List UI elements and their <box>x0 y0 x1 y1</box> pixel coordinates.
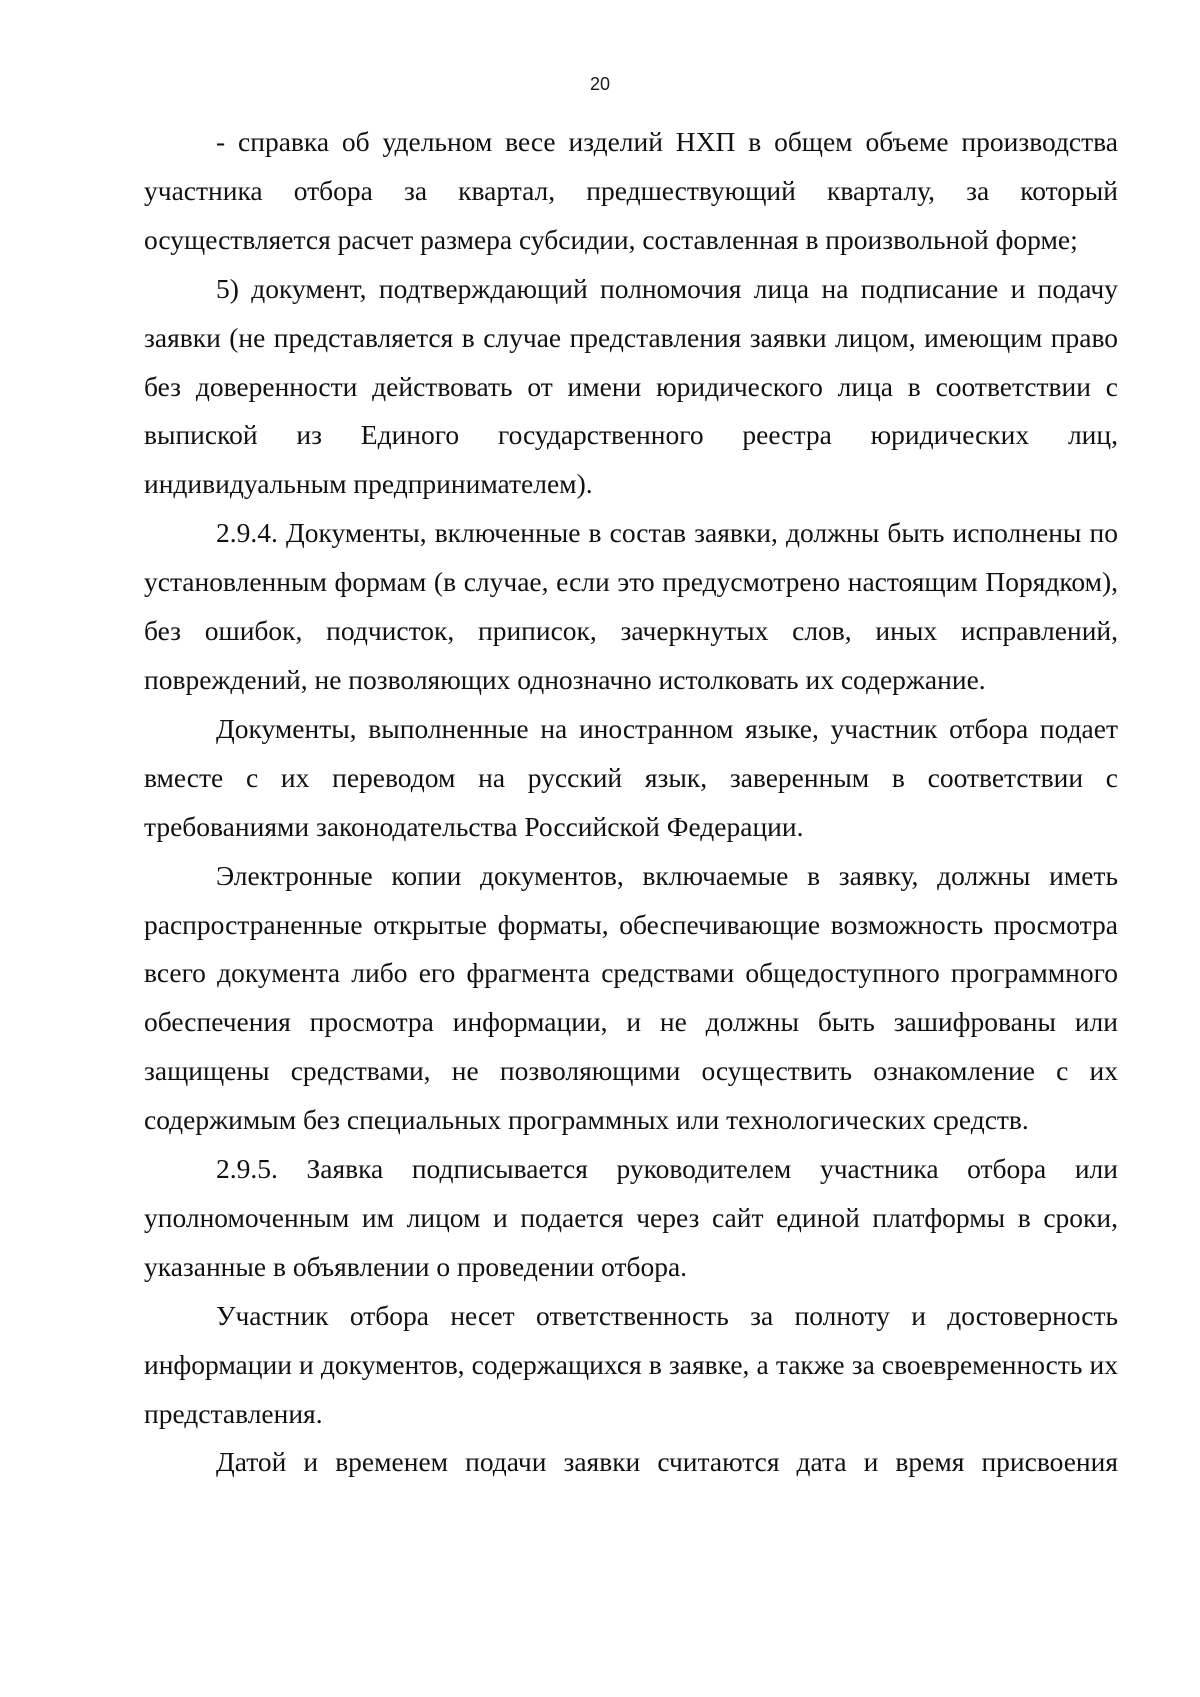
paragraph-authority-document: 5) документ, подтверждающий полномочия лица на подписание и подачу заявки (не представляется в случае представления заявки лицом, имеющим право без доверенности действовать от имени юридического лица в соответствии с выпиской из Единого государственного реестра юридических лиц, индивидуальным предпринимателем). <box>144 272 1118 500</box>
page-number: 20 <box>589 74 611 94</box>
paragraph-participant-responsibility: Участник отбора несет ответственность за полноту и достоверность информации и документов, содержащихся в заявке, а также за своевременность их представления. <box>144 1299 1118 1429</box>
paragraph-foreign-language-documents: Документы, выполненные на иностранном языке, участник отбора подает вместе с их переводом на русский язык, заверенным в соответствии с требованиями законодательства Российской Федерации. <box>144 712 1118 842</box>
paragraph-2-9-4-document-forms: 2.9.4. Документы, включенные в состав заявки, должны быть исполнены по установленным формам (в случае, если это предусмотрено настоящим Порядком), без ошибок, подчисток, приписок, зачеркнутых слов, иных исправлений, повреждений, не позволяющих однозначно истолковать их содержание. <box>144 517 1118 695</box>
document-body <box>144 118 1118 1487</box>
paragraph-electronic-copies: Электронные копии документов, включаемые в заявку, должны иметь распространенные открытые форматы, обеспечивающие возможность просмотра всего документа либо его фрагмента средствами общедоступного программного обеспечения просмотра информации, и не должны быть зашифрованы или защищены средствами, не позволяющими осуществить ознакомление с их содержимым без специальных программных или технологических средств. <box>144 859 1118 1136</box>
paragraph-submission-date-time: Датой и временем подачи заявки считаются дата и время присвоения <box>216 1446 1118 1478</box>
paragraph-nkhp-share-certificate: - справка об удельном весе изделий НХП в общем объеме производства участника отбора за квартал, предшествующий кварталу, за который осуществляется расчет размера субсидии, составленная в произвольной форме; <box>144 126 1118 255</box>
paragraph-2-9-5-application-signing: 2.9.5. Заявка подписывается руководителем участника отбора или уполномоченным им лицом и подается через сайт единой платформы в сроки, указанные в объявлении о проведении отбора. <box>144 1153 1118 1282</box>
